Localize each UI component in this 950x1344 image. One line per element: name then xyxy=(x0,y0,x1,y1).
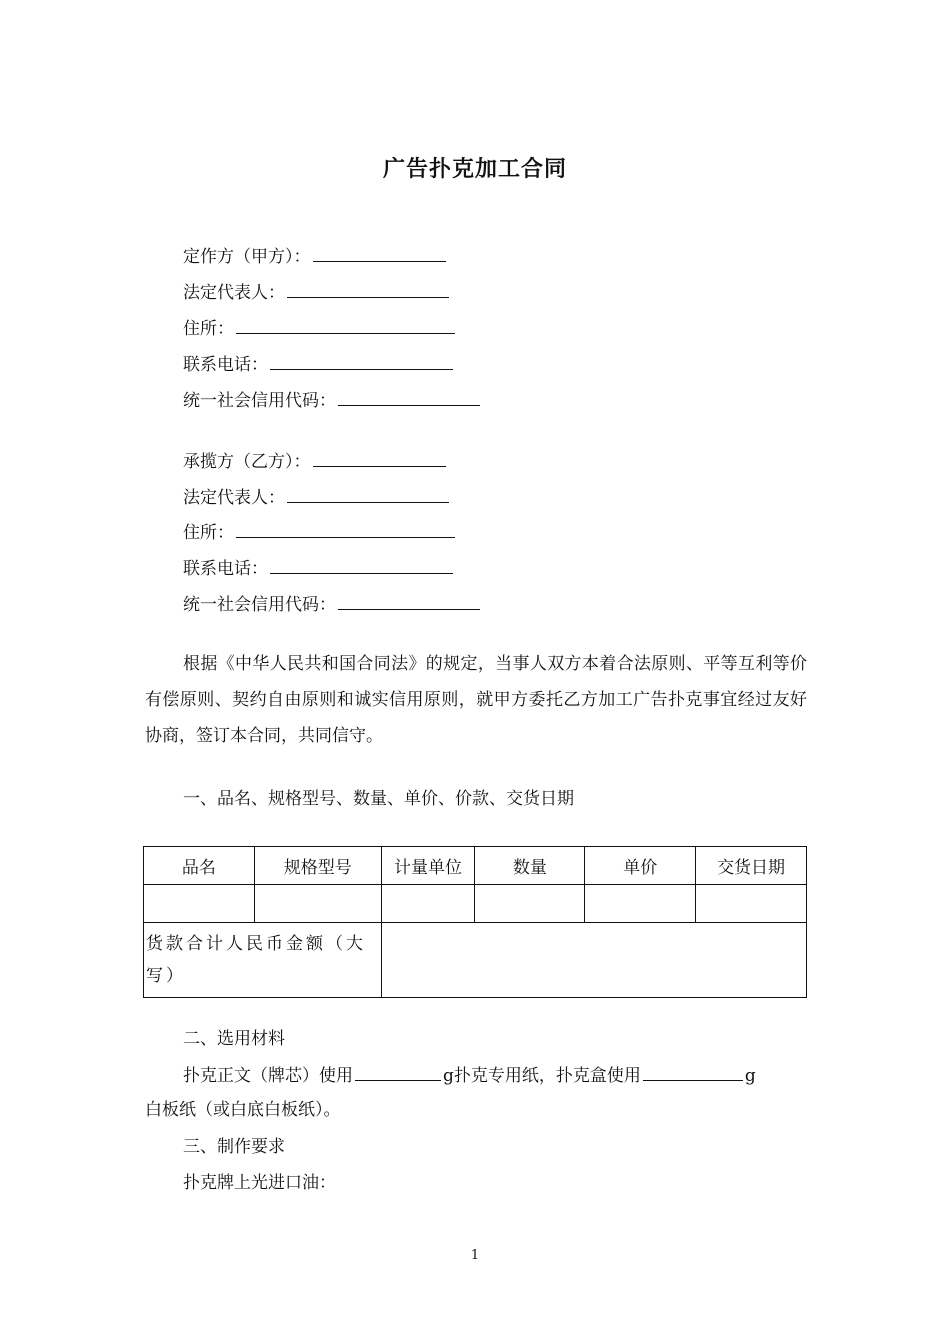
party-b-rep-label: 法定代表人： xyxy=(183,488,285,508)
cell-unit-price[interactable] xyxy=(585,885,696,923)
party-b-credit-blank[interactable] xyxy=(338,591,480,610)
party-b-name-blank[interactable] xyxy=(313,448,446,467)
box-weight-blank[interactable] xyxy=(643,1062,743,1081)
party-a-credit-blank[interactable] xyxy=(338,387,480,406)
party-b-rep-blank[interactable] xyxy=(287,484,449,503)
section-3-title: 三、制作要求 xyxy=(183,1137,285,1157)
party-b-addr-label: 住所： xyxy=(183,523,234,543)
party-a-rep-blank[interactable] xyxy=(287,279,449,298)
party-b-phone-line xyxy=(183,555,453,581)
materials-line xyxy=(183,1062,756,1088)
party-a-addr-label: 住所： xyxy=(183,319,234,339)
preamble-paragraph: 根据《中华人民共和国合同法》的规定，当事人双方本着合法原则、平等互利等价有偿原则、契约自由原则和诚实信用原则，就甲方委托乙方加工广告扑克事宜经过友好协商，签订本合同，共同信守。 xyxy=(145,654,807,746)
document-title: 广告扑克加工合同 xyxy=(382,156,567,182)
party-b-rep-line xyxy=(183,484,449,510)
materials-text-3: g xyxy=(744,1066,756,1086)
paper-weight-blank[interactable] xyxy=(355,1062,441,1081)
party-b-credit-line xyxy=(183,591,480,617)
party-b-name-line xyxy=(183,448,446,474)
section-2-title: 二、选用材料 xyxy=(183,1029,285,1049)
party-a-addr-blank[interactable] xyxy=(236,315,455,334)
product-table xyxy=(143,846,807,998)
party-a-phone-line xyxy=(183,351,453,377)
header-delivery-date: 交货日期 xyxy=(696,847,807,885)
party-b-addr-blank[interactable] xyxy=(236,519,455,538)
total-amount-cell[interactable] xyxy=(381,923,806,998)
table-row xyxy=(144,885,807,923)
party-b-name-label: 承揽方（乙方）： xyxy=(183,452,311,472)
party-a-credit-label: 统一社会信用代码： xyxy=(183,391,336,411)
page-number: 1 xyxy=(470,1248,480,1263)
party-b-credit-label: 统一社会信用代码： xyxy=(183,595,336,615)
cell-unit[interactable] xyxy=(381,885,475,923)
party-a-phone-blank[interactable] xyxy=(270,351,453,370)
party-a-rep-line xyxy=(183,279,449,305)
party-b-phone-label: 联系电话： xyxy=(183,559,268,579)
header-product-name: 品名 xyxy=(144,847,255,885)
header-quantity: 数量 xyxy=(475,847,585,885)
cell-delivery-date[interactable] xyxy=(696,885,807,923)
cell-product-name[interactable] xyxy=(144,885,255,923)
table-header-row xyxy=(144,847,807,885)
header-spec-model: 规格型号 xyxy=(254,847,381,885)
total-amount-label: 货款合计人民币金额（大写） xyxy=(144,923,382,998)
cell-spec-model[interactable] xyxy=(254,885,381,923)
party-a-phone-label: 联系电话： xyxy=(183,355,268,375)
materials-text-1: 扑克正文（牌芯）使用 xyxy=(183,1066,353,1086)
party-a-credit-line xyxy=(183,387,480,413)
table-total-row xyxy=(144,923,807,998)
cell-quantity[interactable] xyxy=(475,885,585,923)
section-1-title: 一、品名、规格型号、数量、单价、价款、交货日期 xyxy=(183,789,574,809)
party-a-name-blank[interactable] xyxy=(313,243,446,262)
party-a-addr-line xyxy=(183,315,455,341)
party-b-addr-line xyxy=(183,519,455,545)
materials-line-2: 白板纸（或白底白板纸）。 xyxy=(145,1100,341,1120)
party-a-name-line xyxy=(183,243,446,269)
section-3-item: 扑克牌上光进口油： xyxy=(183,1173,336,1193)
party-b-phone-blank[interactable] xyxy=(270,555,453,574)
header-unit-price: 单价 xyxy=(585,847,696,885)
party-a-rep-label: 法定代表人： xyxy=(183,283,285,303)
party-a-name-label: 定作方（甲方）： xyxy=(183,247,311,267)
materials-text-2: g扑克专用纸，扑克盒使用 xyxy=(443,1066,641,1086)
header-unit: 计量单位 xyxy=(381,847,475,885)
